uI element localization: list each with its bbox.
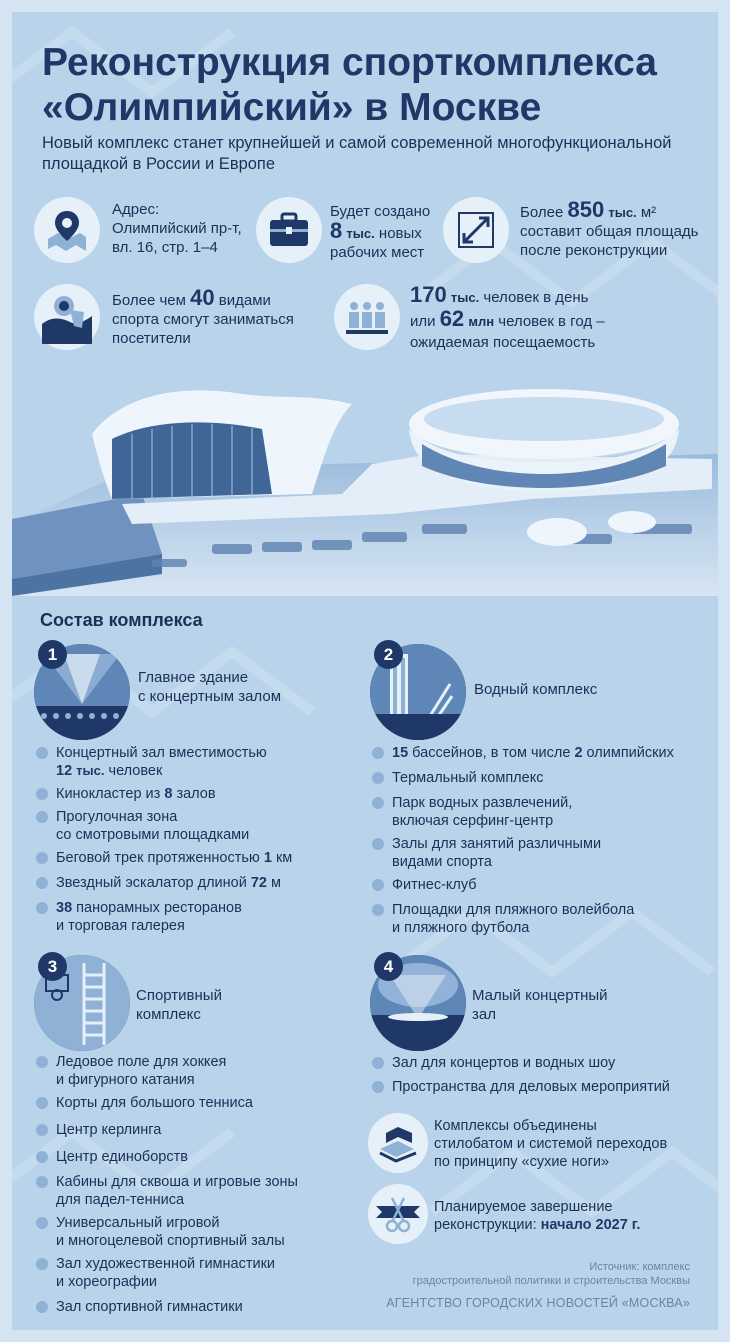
source-line-2: градостроительной политики и строительства Москвы bbox=[412, 1275, 690, 1287]
fact-area bbox=[520, 197, 710, 260]
note-completion: Планируемое завершение реконструкции: начало 2027 г. bbox=[434, 1199, 641, 1233]
section-4-list bbox=[372, 1054, 712, 1096]
sports-number: 40 bbox=[190, 285, 215, 310]
visitors-year-text: человек в год – bbox=[498, 313, 605, 330]
list-item: Концертный зал вместимостью 12 тыс. человек bbox=[36, 744, 366, 780]
section-1-list bbox=[36, 744, 366, 935]
swimmer-icon bbox=[34, 284, 100, 350]
title-line-1: Реконструкция спорткомплекса bbox=[42, 41, 657, 84]
list-item: Центр единоборств bbox=[36, 1148, 376, 1166]
note-dry-feet: Комплексы объединены стилобатом и системой переходов по принципу «сухие ноги» bbox=[434, 1118, 668, 1170]
stadium-illustration bbox=[12, 374, 718, 596]
sports-pre: Более чем bbox=[112, 292, 186, 309]
list-item: Кабины для сквоша и игровые зоны для падел-тенниса bbox=[36, 1173, 376, 1209]
address-label: Адрес: bbox=[112, 201, 160, 218]
list-item: Зал для концертов и водных шоу bbox=[372, 1054, 712, 1072]
page-title bbox=[42, 40, 702, 130]
area-expand-icon bbox=[443, 197, 509, 263]
list-item: Прогулочная зона со смотровыми площадками bbox=[36, 808, 366, 844]
section-2-number: 2 bbox=[374, 640, 403, 669]
sports-post-1: видами bbox=[218, 292, 271, 309]
visitors-day-text: человек в день bbox=[483, 289, 589, 306]
composition-title: Состав комплекса bbox=[40, 610, 203, 630]
source-credit bbox=[290, 1260, 690, 1288]
list-item: Пространства для деловых мероприятий bbox=[372, 1078, 712, 1096]
area-post-2: после реконструкции bbox=[520, 242, 668, 259]
list-item: Площадки для пляжного волейбола и пляжного футбола bbox=[372, 901, 712, 937]
list-item: 38 панорамных ресторанов и торговая галерея bbox=[36, 899, 366, 935]
visitors-year-number: 62 bbox=[439, 306, 465, 331]
visitors-day-unit: тыс. bbox=[450, 290, 480, 305]
section-4-title bbox=[472, 986, 672, 1024]
visitors-day-number: 170 bbox=[410, 282, 447, 307]
list-item: Беговой трек протяженностью 1 км bbox=[36, 849, 366, 867]
list-item: Кинокластер из 8 залов bbox=[36, 785, 366, 803]
visitors-year-unit: млн bbox=[468, 314, 495, 329]
jobs-pre: Будет создано bbox=[330, 203, 431, 220]
list-item: Залы для занятий различными видами спорта bbox=[372, 835, 712, 871]
list-item: Зал спортивной гимнастики bbox=[36, 1298, 376, 1316]
walkway-icon bbox=[368, 1113, 428, 1173]
section-2-list bbox=[372, 744, 712, 937]
area-unit: тыс. bbox=[608, 205, 637, 220]
section-4-number: 4 bbox=[374, 952, 403, 981]
section-1-title-line-2: с концертным залом bbox=[138, 688, 282, 705]
sports-post-2: спорта смогут заниматься bbox=[112, 311, 294, 328]
people-icon bbox=[334, 284, 400, 350]
area-unit-m2: м² bbox=[640, 204, 657, 221]
list-item: Ледовое поле для хоккея и фигурного катания bbox=[36, 1053, 376, 1089]
ribbon-scissors-icon bbox=[368, 1184, 428, 1244]
section-1-number: 1 bbox=[38, 640, 67, 669]
area-post-1: составит общая площадь bbox=[520, 223, 699, 240]
visitors-caption: ожидаемая посещаемость bbox=[410, 334, 596, 351]
list-item: Центр керлинга bbox=[36, 1121, 376, 1139]
area-number: 850 bbox=[567, 197, 605, 222]
section-1-title bbox=[138, 668, 338, 706]
fact-sports bbox=[112, 285, 322, 348]
source-line-1: Источник: комплекс bbox=[589, 1261, 690, 1273]
section-3-title-line-2: комплекс bbox=[136, 1006, 201, 1023]
map-pin-icon bbox=[34, 197, 100, 263]
infographic-card bbox=[12, 12, 718, 1330]
jobs-unit: тыс. bbox=[346, 226, 375, 241]
list-item: Звездный эскалатор длиной 72 м bbox=[36, 874, 366, 892]
subtitle: Новый комплекс станет крупнейшей и самой современной многофункциональной площадкой в России и Европе bbox=[42, 134, 672, 173]
section-3-title-line-1: Спортивный bbox=[136, 987, 222, 1004]
address-line-2: Олимпийский пр-т, bbox=[112, 220, 242, 237]
list-item: 15 бассейнов, в том числе 2 олимпийских bbox=[372, 744, 712, 762]
list-item: Парк водных развлечений, включая серфинг-центр bbox=[372, 794, 712, 830]
list-item: Термальный комплекс bbox=[372, 769, 712, 787]
section-4-title-line-2: зал bbox=[472, 1006, 496, 1023]
section-4-title-line-1: Малый концертный bbox=[472, 987, 608, 1004]
section-1-title-line-1: Главное здание bbox=[138, 669, 249, 686]
section-2-title: Водный комплекс bbox=[474, 681, 598, 698]
fact-visitors bbox=[410, 284, 650, 353]
area-pre: Более bbox=[520, 204, 564, 221]
briefcase-icon bbox=[256, 197, 322, 263]
visitors-year-pre: или bbox=[410, 313, 436, 330]
jobs-post-2: рабочих мест bbox=[330, 244, 425, 261]
list-item: Корты для большого тенниса bbox=[36, 1094, 376, 1112]
address-line-3: вл. 16, стр. 1–4 bbox=[112, 239, 218, 256]
jobs-number: 8 bbox=[330, 218, 343, 243]
fact-address bbox=[112, 200, 262, 257]
list-item: Универсальный игровой и многоцелевой спортивный залы bbox=[36, 1214, 376, 1250]
jobs-post-1: новых bbox=[378, 225, 422, 242]
agency-credit: АГЕНТСТВО ГОРОДСКИХ НОВОСТЕЙ «МОСКВА» bbox=[386, 1296, 690, 1310]
section-3-title bbox=[136, 986, 336, 1024]
section-3-number: 3 bbox=[38, 952, 67, 981]
title-line-2: «Олимпийский» в Москве bbox=[42, 86, 542, 129]
sports-post-3: посетители bbox=[112, 330, 191, 347]
list-item: Зал художественной гимнастики и хореографии bbox=[36, 1255, 376, 1291]
list-item: Фитнес-клуб bbox=[372, 876, 712, 894]
fact-jobs bbox=[330, 202, 460, 262]
